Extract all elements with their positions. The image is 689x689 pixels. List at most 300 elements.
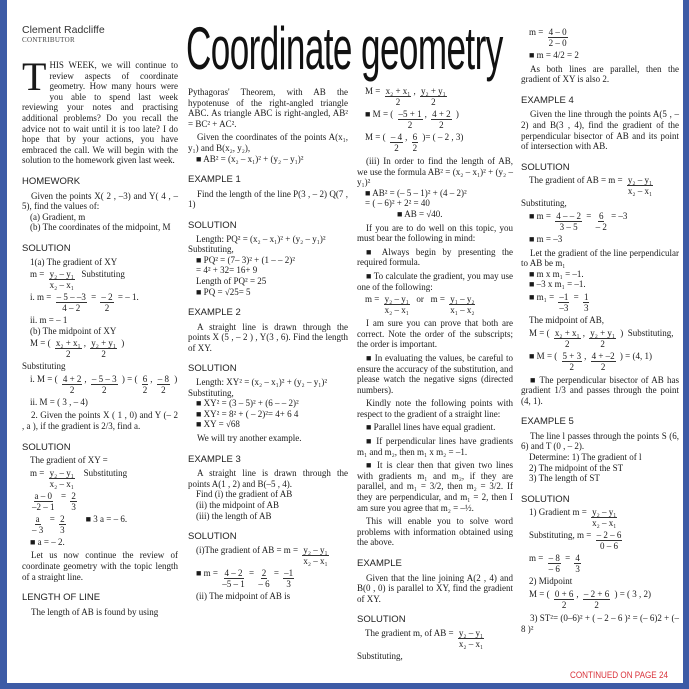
denominator: 3 (71, 501, 76, 512)
fraction-formula (521, 27, 679, 48)
denominator: 2 (600, 361, 606, 372)
numerator: – 2 + 6 (583, 589, 610, 600)
fraction (283, 568, 294, 589)
numerator: 6 (598, 210, 604, 221)
fraction (596, 530, 623, 551)
formula-text: M = ( (30, 338, 53, 349)
fraction (302, 545, 328, 566)
formula-line: ■ –3 x m₁ = –1. (529, 279, 586, 290)
denominator: 3 (60, 524, 65, 535)
fraction-formula (521, 351, 679, 372)
fraction (398, 109, 423, 130)
fraction-formula (22, 269, 178, 290)
text-line: Substituting, (188, 387, 234, 398)
formula-line: Length: PQ² = (x₂ – x₁)² + (y₂ – y₁)² (196, 233, 326, 244)
fraction (583, 589, 610, 610)
formula-line: Length of PQ² = 25 (196, 275, 267, 286)
numerator: – 2 (101, 292, 113, 303)
fraction (49, 269, 75, 290)
denominator: 3 (286, 578, 291, 589)
denominator: 2 (104, 303, 110, 314)
formula-text: ) (171, 373, 178, 384)
fraction (56, 292, 87, 313)
column-3 (357, 84, 513, 662)
formula-line: 2) The midpoint of the ST (529, 462, 624, 473)
fraction (49, 468, 75, 489)
fraction (412, 132, 419, 153)
section-heading: SOLUTION (22, 441, 71, 453)
page-border-bottom (0, 683, 689, 689)
denominator: 2 (412, 143, 418, 153)
paragraph: ■ Parallel lines have equal gradient. (366, 422, 496, 433)
formula-text: i. m = (30, 292, 54, 303)
fraction-formula (357, 86, 513, 107)
formula-line: ■ PQ = √25= 5 (196, 286, 251, 297)
numerator: 2 (261, 567, 267, 578)
formula-text: M = (365, 86, 383, 96)
fraction-formula (357, 109, 513, 130)
formula-text: = (584, 210, 594, 221)
numerator: y₂ + y₁ (590, 327, 616, 338)
formula-text: = (88, 292, 99, 303)
fraction-formula (22, 468, 178, 489)
numerator: y₂ – y₁ (627, 175, 653, 186)
paragraph: (iii) In order to find the length of AB, we use the formula AB² = (x₂ – x₁)² + (y₂ – y₁)² (357, 156, 513, 188)
denominator: x₂ – x₁ (384, 305, 409, 316)
numerator: y₂ + y₁ (91, 338, 117, 349)
numerator: a (35, 513, 40, 524)
fraction (589, 328, 616, 349)
section-heading: LENGTH OF LINE (22, 592, 101, 604)
denominator: 2 (101, 349, 106, 360)
numerator: y₂ – y₁ (458, 627, 484, 638)
section-heading: SOLUTION (188, 219, 237, 231)
section-heading: HOMEWORK (22, 175, 81, 187)
denominator: 3 – 5 (559, 221, 578, 232)
fraction-formula (521, 507, 679, 528)
fraction (59, 514, 66, 535)
formula-text: = (246, 567, 257, 578)
paragraph: Given the points X( 2 , –3) and Y( 4 , – 5), find the values of: (22, 190, 178, 212)
fraction (548, 553, 561, 574)
numerator: 4 – – 2 (556, 210, 582, 221)
paragraph: We will try another example. (197, 433, 302, 444)
denominator: 2 (565, 338, 570, 349)
fraction-formula (521, 211, 679, 232)
paragraph: Pythagoras' Theorem, with AB the hypotenuse of the right-angled triangle ABC. As triangle ABC is right-angled, AB² = BC² + AC². (188, 87, 348, 129)
denominator: 2 (102, 384, 107, 395)
formula-text: ■ m = (196, 567, 221, 578)
formula-text: = –3 (608, 210, 628, 221)
section-heading: EXAMPLE 5 (521, 416, 574, 428)
formula-text: , (413, 86, 418, 96)
numerator: 4 (575, 553, 580, 564)
fraction (222, 568, 245, 589)
paragraph: As both lines are parallel, then the gradient of XY is also 2. (521, 63, 679, 85)
paragraph: If you are to do well on this topic, you must bear the following in mind: (357, 222, 513, 244)
section-heading: SOLUTION (188, 363, 237, 375)
paragraph: Let the gradient of the line perpendicular to AB be m₁ (521, 247, 679, 269)
fraction (574, 553, 581, 574)
paragraph: ■ The perpendicular bisector of AB has gradient 1/3 and passes through the point (4, 1). (521, 374, 679, 406)
section-heading: EXAMPLE 3 (188, 453, 241, 465)
fraction (142, 374, 149, 395)
formula-text: , (150, 373, 155, 384)
section-heading: SOLUTION (521, 493, 570, 505)
section-heading: SOLUTION (188, 531, 237, 543)
formula-text: = – 1. (115, 292, 139, 303)
numerator: – 8 (157, 373, 169, 384)
formula-text: m = (365, 294, 382, 305)
numerator: 1 (583, 291, 589, 302)
formula-line: = ( – 6)² + 2² = 40 (365, 198, 430, 209)
numerator: y₂ – y₁ (49, 269, 74, 280)
fraction-formula (521, 328, 679, 349)
paragraph: Let us now continue the review of coordinate geometry with the topic length of a straight line. (22, 550, 178, 582)
section-heading: EXAMPLE (357, 558, 402, 569)
fraction (157, 374, 170, 395)
paragraph: ■ In evaluating the values, be careful to ensure the accuracy of the substitution, and please watch the negative signs (directed numbers). (357, 352, 513, 395)
denominator: –3 (559, 302, 569, 313)
paragraph: 2. Given the points X ( 1 , 0) and Y (– 2 , a ), if the gradient is 2/3, find a. (22, 410, 178, 432)
author-role: CONTRIBUTOR (22, 36, 75, 44)
denominator: 3 (583, 302, 589, 313)
paragraph: ■ To calculate the gradient, you may use one of the following: (357, 270, 513, 292)
fraction-formula (22, 338, 178, 359)
numerator: – 8 (548, 553, 560, 564)
section-heading: EXAMPLE 1 (188, 174, 241, 186)
formula-text: i. M = ( (30, 373, 60, 384)
drop-cap: T (22, 54, 47, 99)
paragraph: A straight line is drawn through the points X (5 , – 2 ) , Y(3 , 6). Find the length of XY. (188, 321, 348, 353)
fraction (91, 374, 118, 395)
numerator: 5 + 3 (562, 350, 582, 361)
numerator: 6 (412, 132, 418, 142)
numerator: 4 – 2 (224, 567, 243, 578)
fraction-formula (521, 292, 679, 313)
formula-line: Length: XY² = (x₂ – x₁)² + (y₂ – y₁)² (196, 377, 328, 388)
fraction (591, 351, 616, 372)
denominator: x₂ – x₁ (49, 478, 74, 489)
fraction (258, 568, 269, 589)
formula-text: = (45, 513, 58, 524)
fraction-formula (521, 530, 679, 551)
denominator: 2 (394, 143, 399, 153)
page-border-left (0, 0, 7, 689)
section-heading: SOLUTION (521, 161, 570, 173)
fraction (449, 294, 475, 315)
formula-text: ) Substituting, (618, 327, 674, 338)
denominator: x₂ – x₁ (458, 638, 484, 649)
intro-paragraph (22, 54, 178, 166)
formula-text: m = (529, 27, 546, 37)
denominator: x₂ – x₁ (592, 518, 617, 529)
denominator: 2 (569, 361, 575, 372)
formula-text: = (271, 567, 282, 578)
section-heading: EXAMPLE 4 (521, 94, 574, 106)
denominator: 2 (600, 338, 605, 349)
fraction (555, 211, 582, 232)
formula-line: ■ XY = √68 (196, 419, 240, 430)
paragraph: Given that the line joining A(2 , 4) and B(0 , 0) is parallel to XY, find the gradient of XY. (357, 572, 513, 604)
text-line: Substituting, (188, 244, 234, 255)
formula-line: (a) Gradient, m (30, 211, 86, 222)
denominator: x₁ – x₂ (450, 305, 475, 316)
fraction (100, 292, 113, 313)
formula-text: m = (529, 553, 546, 564)
paragraph: Kindly note the following points with respect to the gradient of a straight line: (357, 398, 513, 419)
numerator: 4 + –2 (591, 350, 615, 361)
formula-text: , (84, 373, 89, 384)
numerator: 4 – 0 (548, 27, 567, 37)
paragraph: ■ If perpendicular lines have gradients m₁ and m₂, then m₁ x m₂ = –1. (357, 436, 513, 457)
fraction (596, 211, 607, 232)
formula-line: ■ m = –3 (529, 233, 563, 244)
formula-text: Substituting (76, 467, 128, 478)
section-heading: SOLUTION (22, 242, 71, 254)
fraction (558, 292, 569, 313)
numerator: 2 (71, 490, 76, 501)
formula-line: 2) Midpoint (529, 576, 573, 587)
formula-text: Substituting, m = (529, 530, 594, 541)
paragraph: Find the length of the line P(3 , – 2) Q(7 , 1) (188, 188, 348, 210)
fraction (390, 132, 403, 153)
denominator: 2 (439, 120, 444, 130)
section-heading: SOLUTION (357, 614, 406, 626)
denominator: 0 – 6 (599, 541, 618, 552)
fraction-formula (22, 514, 178, 535)
denominator: 4 – 2 (62, 303, 81, 314)
formula-text: ■ 3 a = – 6. (67, 513, 128, 524)
formula-line: ■ AB = √40. (397, 208, 443, 219)
denominator: 2 (407, 120, 413, 130)
paragraph: A straight line is drawn through the points A(1 , 2) and B(–5 , 4). (188, 468, 348, 489)
text-line: Substituting, (357, 650, 403, 661)
fraction (431, 109, 452, 130)
fraction-formula (357, 294, 513, 315)
formula-line: ii. M = ( 3 , – 4) (30, 396, 88, 407)
formula-line: ii. m = – 1 (30, 315, 68, 326)
formula-line: Determine: 1) The gradient of l (529, 452, 642, 463)
formula-text: = (571, 291, 581, 302)
formula-text: 1) Gradient m = (529, 507, 590, 518)
formula-text: ■ M = ( (529, 350, 560, 361)
formula-text: , (582, 327, 588, 338)
continued-on-page-link[interactable]: CONTINUED ON PAGE 24 (570, 670, 668, 680)
denominator: 2 (69, 384, 75, 395)
formula-text: = (56, 490, 69, 501)
fraction-formula (22, 374, 178, 395)
formula-text: , (405, 132, 410, 142)
numerator: y₂ + y₁ (420, 86, 446, 96)
formula-text: The gradient m, of AB = (365, 627, 456, 638)
formula-text: M = ( (529, 327, 552, 338)
numerator: –1 (284, 567, 294, 578)
formula-text: (i)The gradient of AB = m = (196, 544, 301, 555)
column-2 (188, 84, 348, 601)
formula-text: , (83, 338, 89, 349)
formula-text: ) (453, 109, 459, 119)
fraction (562, 351, 583, 372)
numerator: – 4 (390, 132, 403, 142)
fraction-formula (188, 545, 348, 566)
formula-line: ■ m x m₁ = –1. (529, 268, 584, 279)
formula-text: ) = ( 3 , 2) (612, 589, 652, 600)
denominator: x₂ – x₁ (49, 280, 74, 291)
fraction (627, 175, 653, 196)
denominator: – 2 (595, 221, 607, 232)
fraction (548, 27, 568, 48)
formula-line: (iii) the length of AB (196, 510, 272, 521)
fraction (591, 507, 617, 528)
numerator: y₂ – y₁ (303, 544, 328, 555)
fraction (583, 292, 590, 313)
formula-text: ■ M = ( (365, 109, 396, 119)
byline (22, 24, 105, 44)
numerator: 6 (142, 373, 148, 384)
paragraph: The length of AB is found by using (31, 606, 159, 617)
fraction (55, 338, 82, 359)
paragraph: Given the line through the points A(5 , –2) and B(3 , 4), find the gradient of the perpendicular bisector of AB and its point of intersection with AB. (521, 109, 679, 152)
fraction-formula (521, 175, 679, 196)
numerator: – 5 – 3 (91, 373, 117, 384)
formula-line: (ii) the midpoint of AB (196, 500, 279, 510)
formula-line: The gradient of XY = (30, 455, 108, 466)
formula-line: (b) The midpoint of XY (30, 325, 117, 336)
paragraph: ■ Always begin by presenting the required formula. (357, 246, 513, 268)
denominator: – 3 (32, 524, 44, 535)
denominator: 2 – 0 (548, 38, 567, 48)
formula-line: (b) The coordinates of the midpoint, M (30, 222, 171, 233)
denominator: –5 – 1 (222, 578, 245, 589)
fraction (70, 491, 77, 512)
numerator: x₂ + x₁ (554, 327, 580, 338)
formula-text: ) = (4, 1) (617, 350, 652, 361)
numerator: – 2 – 6 (596, 530, 622, 541)
fraction-formula (521, 553, 679, 574)
fraction (384, 294, 410, 315)
formula-line: ■ AB² = (x₂ – x₁)² + (y₂ – y₁)² (196, 153, 304, 164)
formula-text: )= ( – 2 , 3) (420, 132, 464, 142)
formula-text: M = ( (365, 132, 388, 142)
intro-text: HIS WEEK, we will continue to review aspects of coordinate geometry. How many hours were you able to spend last week reviewing your notes and practising additional problems? Do you recall the advice not to wait until it is too late? I do hope that by your actions, you have embraced the call. We will begin with the solution to the homework given last week. (22, 60, 178, 166)
formula-text: m = (30, 467, 47, 478)
fraction (32, 491, 55, 512)
numerator: 0 + 6 (554, 589, 574, 600)
formula-line: 1(a) The gradient of XY (30, 256, 118, 267)
numerator: y₂ – y₁ (49, 467, 74, 478)
fraction-formula (22, 491, 178, 512)
numerator: – 5 – –3 (56, 292, 86, 303)
fraction-formula (357, 628, 513, 649)
denominator: 2 (561, 600, 567, 611)
text-line: Substituting, (521, 198, 567, 209)
formula-text: Substituting (76, 269, 125, 280)
paragraph: The line l passes through the points S (6, 6) and T (0 , – 2). (521, 430, 679, 452)
fraction-formula (22, 292, 178, 313)
formula-line: ■ XY² = (3 – 5)² + (6 – – 2)² (196, 398, 299, 409)
fraction (554, 589, 575, 610)
fraction (554, 328, 581, 349)
denominator: 2 (594, 600, 599, 611)
numerator: y₂ – y₁ (384, 294, 409, 305)
numerator: 2 (60, 513, 65, 524)
formula-text: ■ m₁ = (529, 291, 557, 302)
fraction (385, 86, 412, 107)
fraction-formula (188, 568, 348, 589)
formula-text: The gradient of AB = m = (529, 175, 625, 186)
denominator: 2 (66, 349, 71, 360)
formula-line: ■ XY² = 8² + ( – 2)²= 4+ 6 4 (196, 408, 299, 419)
fraction (62, 374, 83, 395)
numerator: –1 (559, 291, 569, 302)
page-title: Coordinate geometry (186, 15, 503, 82)
denominator: 2 (395, 97, 401, 107)
fraction-formula (521, 589, 679, 610)
fraction-formula (357, 132, 513, 153)
author-name: Clement Radcliffe (22, 24, 105, 36)
formula-text: ) (119, 338, 125, 349)
paragraph: This will enable you to solve word problems with information obtained using the above. (357, 516, 513, 548)
formula-line: (ii) The midpoint of AB is (196, 590, 291, 601)
formula-text: , (424, 109, 430, 119)
fraction (32, 514, 43, 535)
formula-text: M = ( (529, 589, 552, 600)
column-4 (521, 25, 679, 634)
denominator: –2 – 1 (32, 501, 55, 512)
denominator: 3 (575, 564, 580, 575)
formula-text: m = (30, 269, 47, 280)
fraction (458, 628, 484, 649)
numerator: y₁ – y₂ (450, 294, 475, 305)
page-border-right (683, 0, 689, 689)
formula-text: or m = (411, 294, 448, 305)
fraction (90, 338, 117, 359)
column-1 (22, 54, 178, 617)
paragraph: Given the coordinates of the points A(x₁, y₁) and B(x₂, y₂), (188, 132, 348, 153)
formula-line: = 4² + 32= 16+ 9 (196, 265, 258, 276)
formula-line: 3) The length of ST (529, 473, 600, 484)
paragraph: I am sure you can prove that both are correct. Note the order of the subscripts; the order is important. (357, 318, 513, 350)
formula-text: , (576, 589, 581, 600)
formula-text: = (562, 553, 573, 564)
formula-text: ■ m = (529, 210, 554, 221)
denominator: 2 (142, 384, 148, 395)
fraction (420, 86, 447, 107)
section-heading: EXAMPLE 2 (188, 307, 241, 319)
numerator: y₂ – y₁ (592, 507, 617, 518)
formula-line: The midpoint of AB, (529, 314, 604, 325)
denominator: 2 (161, 384, 166, 395)
numerator: x₂ + x₁ (385, 86, 411, 96)
formula-text: , (584, 350, 589, 361)
paragraph: ■ It is clear then that given two lines with gradients m₁ and m₂, if they are parallel, and m₁ = 3/2, then m₂ = 3/2. If they are perpendicular, and m₁ = 2, then I am sure you agree that m₂ = –½. (357, 460, 513, 513)
numerator: a – 0 (34, 490, 52, 501)
denominator: – 6 (548, 564, 560, 575)
denominator: x₂ – x₁ (303, 555, 328, 566)
paragraph: 3) ST²= (0–6)² + ( – 2 – 6 )² = (– 6)2 + (– 8 )² (521, 613, 679, 634)
formula-line: ■ m = 4/2 = 2 (529, 50, 579, 60)
denominator: 2 (431, 97, 436, 107)
numerator: x₂ + x₁ (55, 338, 81, 349)
formula-line: ■ a = – 2. (30, 536, 65, 547)
formula-line: ■ PQ² = (7– 3)² + (1 – – 2)² (196, 254, 295, 265)
numerator: 4 + 2 (432, 109, 451, 119)
formula-text: ) = ( (119, 373, 140, 384)
formula-line: Find (i) the gradient of AB (196, 489, 293, 500)
denominator: – 6 (258, 578, 270, 589)
denominator: x₂ – x₁ (627, 186, 653, 197)
